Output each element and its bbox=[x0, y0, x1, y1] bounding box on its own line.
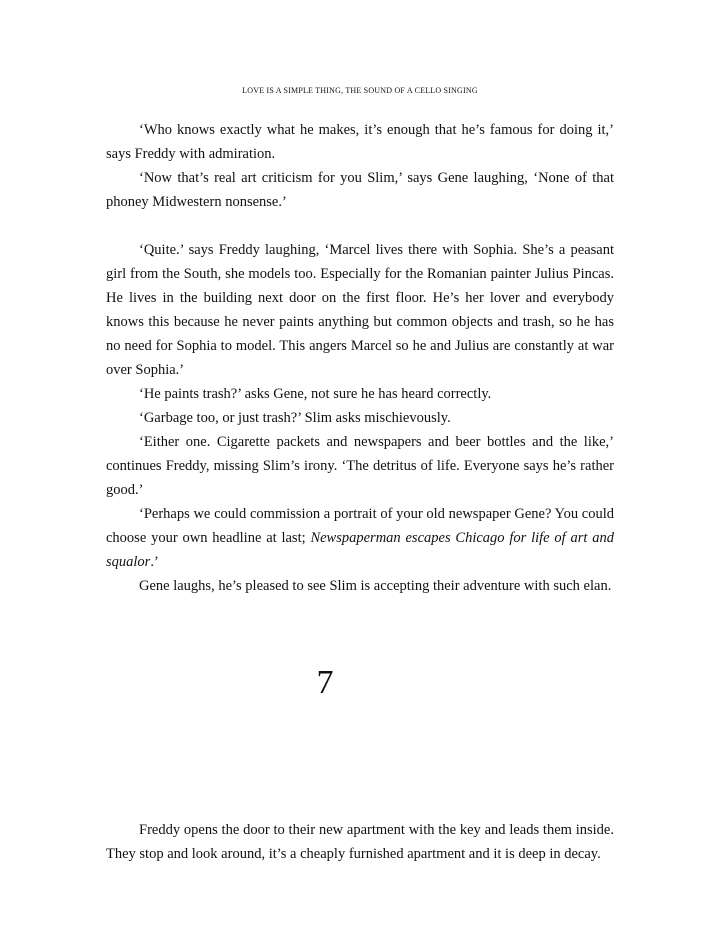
paragraph: Freddy opens the door to their new apartment with the key and leads them inside. They stop and look around, it’s a cheaply furnished apartment and it is deep in decay. bbox=[106, 822, 614, 862]
paragraph-gap bbox=[106, 214, 614, 238]
paragraph: Gene laughs, he’s pleased to see Slim is accepting their adventure with such elan. bbox=[139, 578, 612, 594]
paragraph-lead: ‘Perhaps we could commission a portrait of your old newspaper Gene? You could choose your own headline at last; bbox=[106, 506, 614, 546]
paragraph: ‘Now that’s real art criticism for you Slim,’ says Gene laughing, ‘None of that phoney Midwestern nonsense.’ bbox=[106, 170, 614, 210]
body-text-before-chapter bbox=[106, 118, 614, 598]
paragraph-tail: .’ bbox=[150, 554, 159, 570]
paragraph: ‘He paints trash?’ asks Gene, not sure he has heard correctly. bbox=[139, 386, 492, 402]
paragraph: ‘Either one. Cigarette packets and newspapers and beer bottles and the like,’ continues Freddy, missing Slim’s irony. ‘The detritus of life. Everyone says he’s rather good.’ bbox=[106, 434, 614, 498]
chapter-number: 7 bbox=[316, 664, 334, 701]
italic-headline: Newspaperman escapes Chicago for life of art and squalor bbox=[106, 530, 615, 570]
body-text-after-chapter bbox=[106, 818, 614, 866]
paragraph: ‘Who knows exactly what he makes, it’s enough that he’s famous for doing it,’ says Freddy with admiration. bbox=[106, 122, 614, 162]
paragraph: ‘Quite.’ says Freddy laughing, ‘Marcel lives there with Sophia. She’s a peasant girl from the South, she models too. Especially for the Romanian painter Julius Pincas. He lives in the building next door on the first floor. He’s her lover and everybody knows this because he never paints anything but common objects and trash, so he has no need for Sophia to model. This angers Marcel so he and Julius are constantly at war over Sophia.’ bbox=[106, 242, 614, 378]
running-head: LOVE IS A SIMPLE THING, THE SOUND OF A CELLO SINGING bbox=[242, 86, 478, 95]
paragraph bbox=[106, 502, 614, 574]
paragraph: ‘Garbage too, or just trash?’ Slim asks mischievously. bbox=[139, 410, 451, 426]
